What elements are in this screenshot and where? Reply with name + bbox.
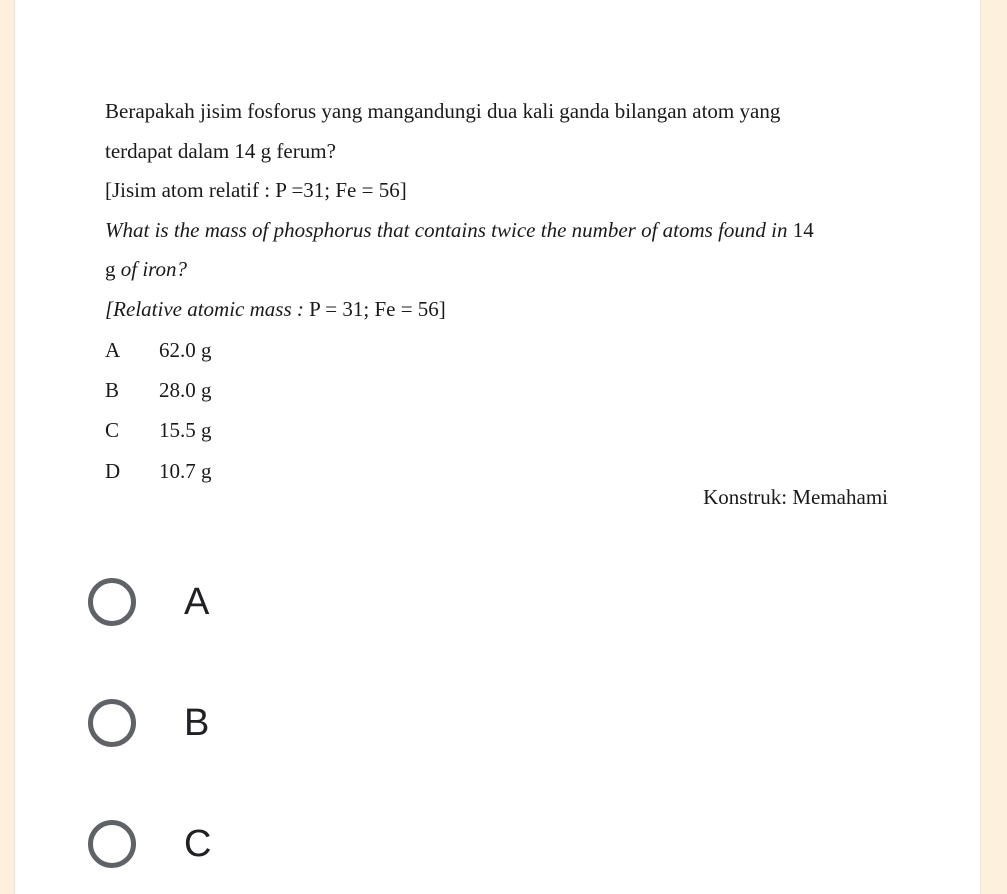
question-english-text-2: of iron? — [120, 257, 188, 282]
question-english-line-1 — [105, 211, 905, 251]
answer-option-b[interactable] — [88, 699, 388, 759]
option-letter: C — [105, 418, 120, 443]
option-text: 15.5 g — [159, 418, 212, 443]
question-image — [105, 92, 905, 491]
option-text: 62.0 g — [159, 337, 212, 362]
answer-option-c[interactable] — [88, 820, 388, 880]
question-malay-line-1: Berapakah jisim fosforus yang mangandungi dua kali ganda bilangan atom yang — [105, 99, 781, 123]
answer-label: C — [184, 823, 212, 865]
radio-button-icon[interactable] — [88, 578, 136, 626]
option-letter: B — [105, 377, 120, 402]
relative-atomic-mass-malay: [Jisim atom relatif : P =31; Fe = 56] — [105, 178, 407, 203]
option-text: 10.7 g — [159, 458, 212, 483]
relative-atomic-mass-english — [105, 290, 905, 330]
question-english-unit: g — [105, 257, 116, 282]
question-card — [14, 0, 981, 894]
question-option-b — [105, 370, 905, 410]
construct-label: Konstruk: Memahami — [703, 485, 888, 509]
option-letter: A — [105, 337, 121, 362]
question-option-c — [105, 410, 905, 450]
answer-label: A — [184, 581, 210, 623]
question-option-a — [105, 330, 905, 370]
question-english-text-1: What is the mass of phosphorus that contains twice the number of atoms found in — [105, 217, 788, 242]
radio-button-icon[interactable] — [88, 820, 136, 868]
option-letter: D — [105, 458, 121, 483]
question-malay-line-2: terdapat dalam 14 g ferum? — [105, 138, 336, 163]
question-english-line-2 — [105, 250, 905, 290]
answer-option-a[interactable] — [88, 578, 388, 638]
radio-button-icon[interactable] — [88, 699, 136, 747]
option-text: 28.0 g — [159, 377, 212, 402]
question-english-number: 14 — [792, 217, 814, 242]
relative-atomic-mass-english-values: P = 31; Fe = 56] — [309, 296, 446, 321]
answer-label: B — [184, 702, 210, 744]
relative-atomic-mass-english-label: [Relative atomic mass : — [105, 296, 304, 321]
